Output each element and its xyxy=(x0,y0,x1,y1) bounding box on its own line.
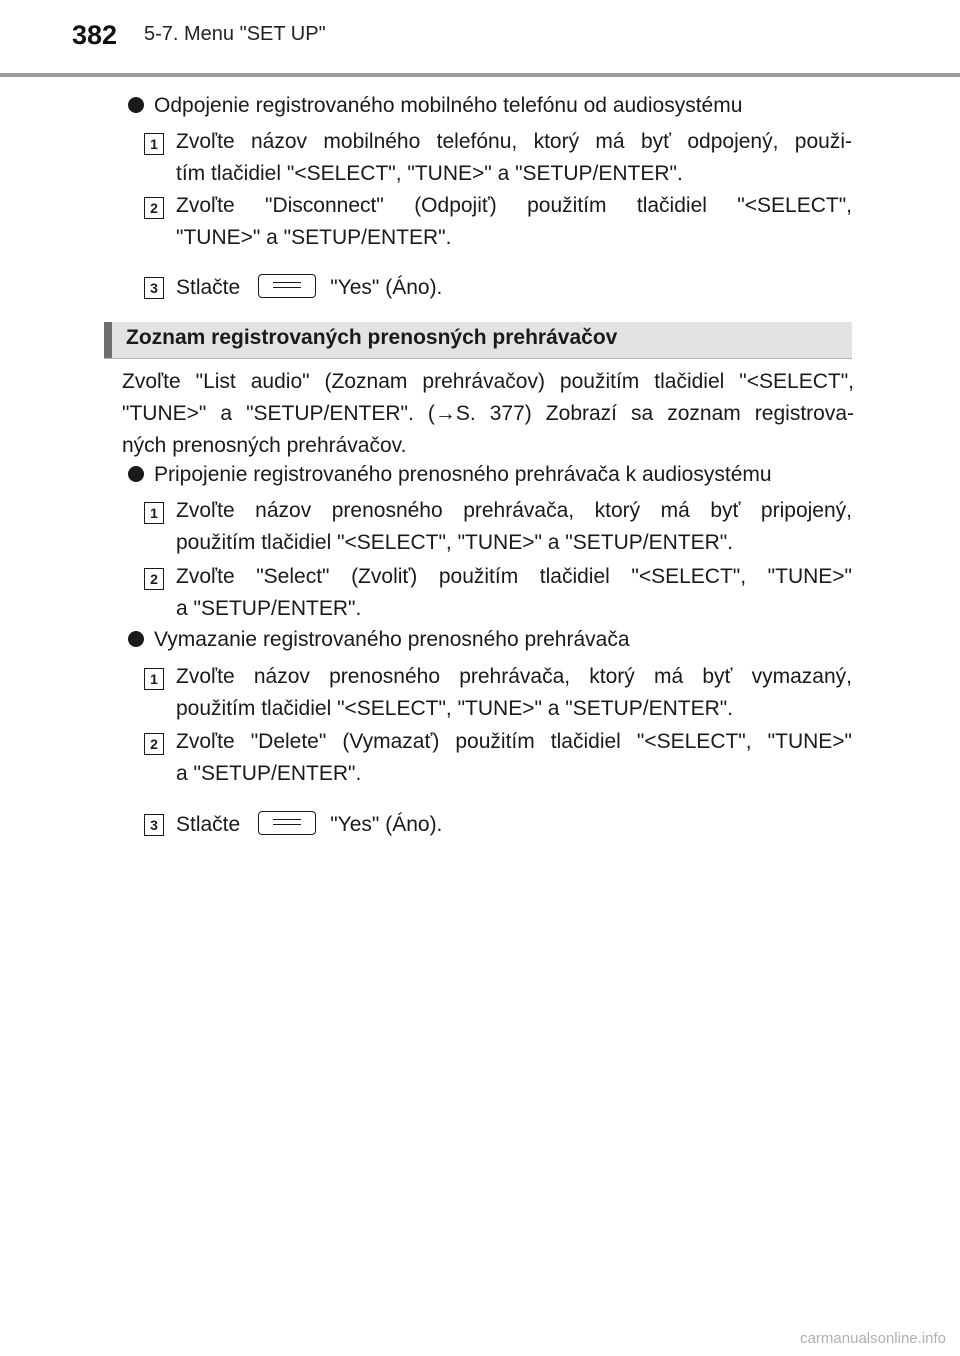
step-line: Zvoľte názov prenosného prehrávača, ktorý má byť pripojený, xyxy=(176,499,852,522)
step-line: Zvoľte "Disconnect" (Odpojiť) použitím tlačidiel "<SELECT", xyxy=(176,194,852,217)
horizontal-button-icon xyxy=(258,811,316,835)
step-text xyxy=(176,495,852,559)
step-text-after: "Yes" (Áno). xyxy=(330,813,443,836)
step-line: použitím tlačidiel "<SELECT", "TUNE>" a "SETUP/ENTER". xyxy=(176,697,734,720)
step-text xyxy=(176,661,852,725)
paragraph-line: ných prenosných prehrávačov. xyxy=(122,434,407,457)
bullet-dot-icon xyxy=(128,631,144,647)
step-number-box: 1 xyxy=(144,502,164,524)
step-number-box: 2 xyxy=(144,733,164,755)
bullet-text: Vymazanie registrovaného prenosného prehrávača xyxy=(154,628,630,651)
page-header xyxy=(0,0,960,80)
bullet-delete-player xyxy=(128,624,630,656)
step-line: tím tlačidiel "<SELECT", "TUNE>" a "SETUP/ENTER". xyxy=(176,162,683,185)
step-text xyxy=(176,807,852,841)
bullet-connect-player xyxy=(128,459,772,491)
step-text xyxy=(176,126,852,190)
step-text-after: "Yes" (Áno). xyxy=(330,276,443,299)
paragraph-line: "TUNE>" a "SETUP/ENTER". (→S. 377) Zobrazí sa zoznam registrova- xyxy=(122,402,854,425)
step-text xyxy=(176,190,852,254)
bullet-dot-icon xyxy=(128,466,144,482)
step-line: a "SETUP/ENTER". xyxy=(176,762,362,785)
step-line: a "SETUP/ENTER". xyxy=(176,597,362,620)
section-heading-bar xyxy=(104,322,852,359)
heading-accent-bar xyxy=(104,322,112,358)
intro-paragraph xyxy=(122,366,854,462)
bullet-text: Odpojenie registrovaného mobilného telefónu od audiosystému xyxy=(154,94,743,117)
step-line: Zvoľte "Delete" (Vymazať) použitím tlačidiel "<SELECT", "TUNE>" xyxy=(176,730,852,753)
bullet-text: Pripojenie registrovaného prenosného prehrávača k audiosystému xyxy=(154,463,772,486)
horizontal-button-icon xyxy=(258,274,316,298)
step-number-box: 2 xyxy=(144,197,164,219)
step-number-box: 1 xyxy=(144,668,164,690)
section-title: 5-7. Menu "SET UP" xyxy=(144,23,326,45)
step-text xyxy=(176,561,852,625)
step-line: "TUNE>" a "SETUP/ENTER". xyxy=(176,226,452,249)
bullet-dot-icon xyxy=(128,97,144,113)
step-number-box: 2 xyxy=(144,568,164,590)
step-line: použitím tlačidiel "<SELECT", "TUNE>" a "SETUP/ENTER". xyxy=(176,531,734,554)
step-number-box: 3 xyxy=(144,277,164,299)
step-line: Zvoľte "Select" (Zvoliť) použitím tlačidiel "<SELECT", "TUNE>" xyxy=(176,565,852,588)
paragraph-line: Zvoľte "List audio" (Zoznam prehrávačov) použitím tlačidiel "<SELECT", xyxy=(122,370,854,393)
step-text-before: Stlačte xyxy=(176,276,241,299)
step-text xyxy=(176,726,852,790)
step-text xyxy=(176,270,852,304)
step-text-before: Stlačte xyxy=(176,813,241,836)
step-number-box: 3 xyxy=(144,814,164,836)
step-number-box: 1 xyxy=(144,133,164,155)
section-heading: Zoznam registrovaných prenosných prehrávačov xyxy=(126,326,618,349)
step-line: Zvoľte názov prenosného prehrávača, ktorý má byť vymazaný, xyxy=(176,665,852,688)
bullet-disconnect-phone xyxy=(128,90,742,122)
step-line: Zvoľte názov mobilného telefónu, ktorý má byť odpojený, použi- xyxy=(176,130,852,153)
header-divider xyxy=(0,73,960,77)
page-number: 382 xyxy=(72,20,118,50)
footer-watermark: carmanualsonline.info xyxy=(800,1330,946,1347)
